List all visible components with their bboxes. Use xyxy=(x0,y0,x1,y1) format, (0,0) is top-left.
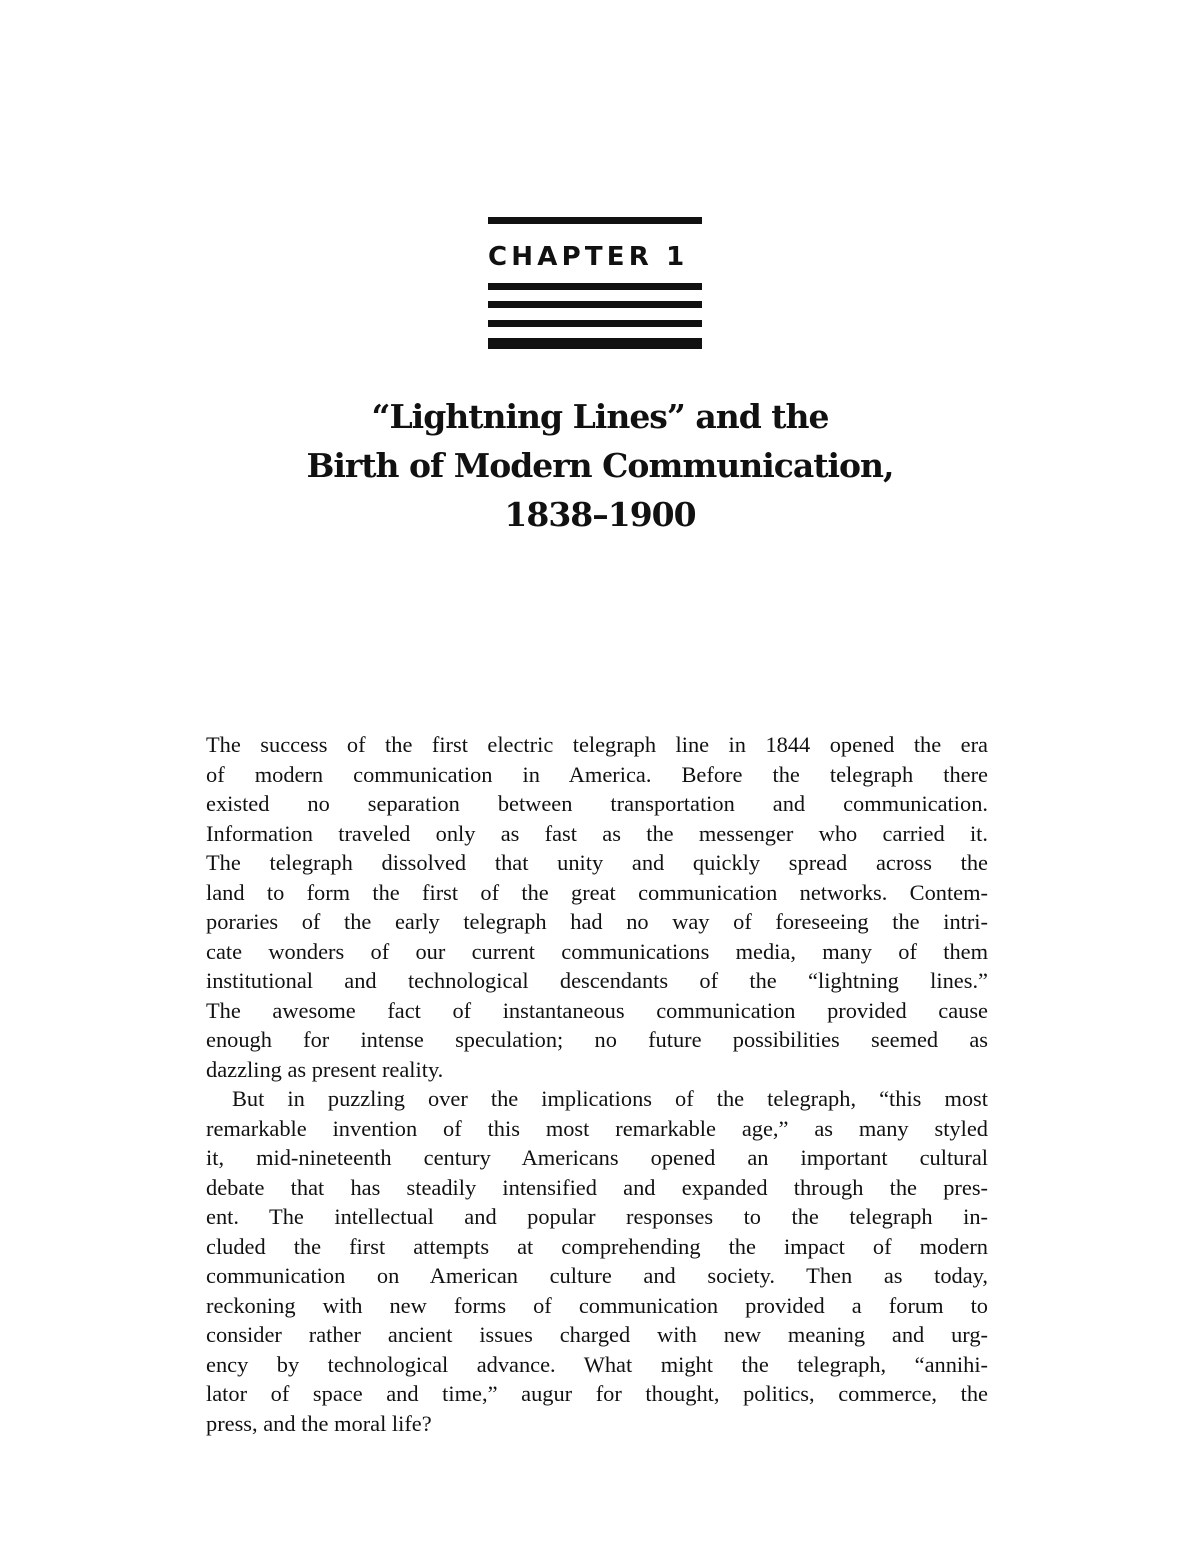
text-line: of modern communication in America. Before the telegraph there xyxy=(206,761,988,787)
text-line: enough for intense speculation; no future possibilities seemed as xyxy=(206,1027,988,1052)
text-line: Information traveled only as fast as the messenger who carried it. xyxy=(206,820,988,846)
chapter-rule xyxy=(488,344,702,349)
text-line: The awesome fact of instantaneous communication provided cause xyxy=(206,997,988,1023)
text-line: The success of the first electric telegraph line in 1844 opened the era xyxy=(206,732,988,757)
text-line: consider rather ancient issues charged with new meaning and urg- xyxy=(206,1322,988,1347)
text-line: cluded the first attempts at comprehending the impact of modern xyxy=(206,1233,988,1259)
body-text xyxy=(206,730,988,1438)
chapter-rule-top xyxy=(488,217,702,224)
text-line: press, and the moral life? xyxy=(206,1410,432,1436)
text-line: existed no separation between transportation and communication. xyxy=(206,791,988,816)
text-line: institutional and technological descendants of the “lightning lines.” xyxy=(206,968,988,993)
text-line: But in puzzling over the implications of the telegraph, “this most xyxy=(232,1086,988,1111)
text-line: debate that has steadily intensified and expanded through the pres- xyxy=(206,1174,988,1200)
text-line: The telegraph dissolved that unity and quickly spread across the xyxy=(206,850,988,875)
chapter-title-line: Birth of Modern Communication, xyxy=(306,446,894,485)
chapter-title-line: “Lightning Lines” and the xyxy=(371,397,829,436)
text-line: ency by technological advance. What might the telegraph, “annihi- xyxy=(206,1351,988,1377)
chapter-title xyxy=(150,392,1050,539)
chapter-rule xyxy=(488,283,702,290)
text-line: land to form the first of the great communication networks. Contem- xyxy=(206,879,988,905)
chapter-rule xyxy=(488,320,702,327)
chapter-rule xyxy=(488,301,702,308)
paragraph xyxy=(206,1084,988,1438)
text-line: dazzling as present reality. xyxy=(206,1056,444,1082)
text-line: remarkable invention of this most remarkable age,” as many styled xyxy=(206,1115,988,1141)
text-line: lator of space and time,” augur for thought, politics, commerce, the xyxy=(206,1381,988,1406)
text-line: communication on American culture and society. Then as today, xyxy=(206,1263,988,1288)
text-line: poraries of the early telegraph had no way of foreseeing the intri- xyxy=(206,909,988,934)
text-line: ent. The intellectual and popular responses to the telegraph in- xyxy=(206,1204,988,1229)
chapter-label: CHAPTER 1 xyxy=(488,242,689,272)
text-line: cate wonders of our current communications media, many of them xyxy=(206,938,988,964)
text-line: it, mid-nineteenth century Americans opened an important cultural xyxy=(206,1145,988,1170)
chapter-title-line: 1838–1900 xyxy=(504,495,696,534)
text-line: reckoning with new forms of communication provided a forum to xyxy=(206,1292,988,1318)
paragraph xyxy=(206,730,988,1084)
